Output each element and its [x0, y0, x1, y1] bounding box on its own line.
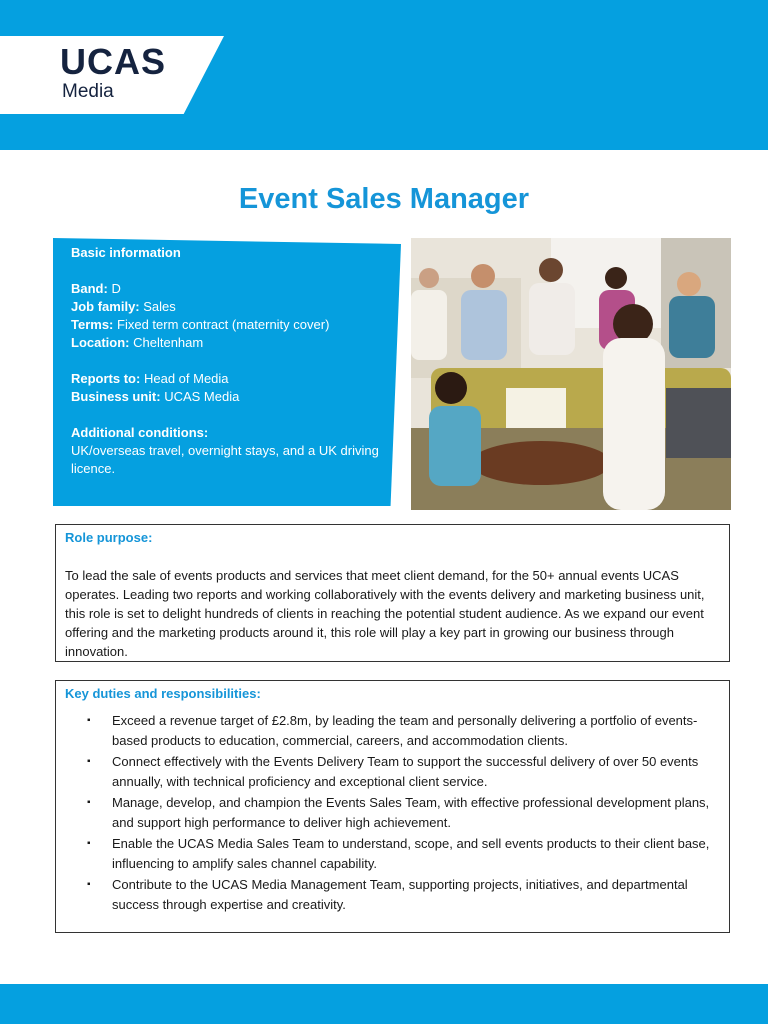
- location-label: Location:: [71, 335, 130, 350]
- list-item: [76, 875, 726, 915]
- business-unit-value: UCAS Media: [164, 389, 240, 404]
- role-purpose-text: To lead the sale of events products and services that meet client demand, for the 50+ annual events UCAS operates. Leading two reports and working collaboratively with the events delivery and marketing business unit, this role is set to delight hundreds of clients in reaching the potential student audience. As we expand our event offering and the marketing products around it, this role will play a key part in growing our business through innovation.: [65, 568, 705, 659]
- duty-text: Contribute to the UCAS Media Management Team, supporting projects, initiatives, and departmental success through expertise and creativity.: [112, 877, 688, 912]
- bullet-icon: ▪: [87, 756, 91, 767]
- duties-list: [76, 711, 726, 916]
- duty-text: Exceed a revenue target of £2.8m, by leading the team and personally delivering a portfolio of events-based products to education, commercial, careers, and accommodation clients.: [112, 713, 698, 748]
- location-row: [71, 334, 386, 352]
- list-item: [76, 793, 726, 833]
- basic-info-content: [71, 244, 386, 478]
- list-item: [76, 834, 726, 874]
- bullet-icon: ▪: [87, 715, 91, 726]
- job-family-label: Job family:: [71, 299, 140, 314]
- team-meeting-illustration: [411, 238, 731, 510]
- band-row: [71, 280, 386, 298]
- terms-value: Fixed term contract (maternity cover): [117, 317, 330, 332]
- additional-conditions-value: UK/overseas travel, overnight stays, and a UK driving licence.: [71, 443, 379, 476]
- duties-panel: [55, 680, 730, 933]
- job-family-value: Sales: [143, 299, 176, 314]
- duty-text: Enable the UCAS Media Sales Team to understand, scope, and sell events products to their client base, influencing to amplify sales channel capability.: [112, 836, 710, 871]
- bullet-icon: ▪: [87, 797, 91, 808]
- terms-label: Terms:: [71, 317, 114, 332]
- page-title: Event Sales Manager: [238, 183, 530, 215]
- location-value: Cheltenham: [133, 335, 204, 350]
- list-item: [76, 711, 726, 751]
- reports-to-row: [71, 370, 386, 388]
- terms-row: [71, 316, 386, 334]
- additional-conditions-label: Additional conditions:: [71, 425, 209, 440]
- band-value: D: [111, 281, 121, 296]
- business-unit-label: Business unit:: [71, 389, 161, 404]
- reports-to-label: Reports to:: [71, 371, 141, 386]
- list-item: [76, 752, 726, 792]
- additional-conditions-row: [71, 424, 386, 442]
- role-purpose-panel: [55, 524, 730, 662]
- ucas-logo: UCAS: [60, 41, 167, 82]
- band-label: Band:: [71, 281, 108, 296]
- role-purpose-heading: Role purpose:: [65, 530, 153, 545]
- ucas-logo-subtitle: Media: [62, 81, 114, 102]
- reports-to-value: Head of Media: [143, 371, 229, 386]
- basic-info-heading: Basic information: [71, 245, 181, 260]
- footer-band: [0, 984, 768, 1024]
- team-meeting-photo: [411, 238, 731, 510]
- duties-heading: Key duties and responsibilities:: [65, 686, 261, 701]
- business-unit-row: [71, 388, 386, 406]
- bullet-icon: ▪: [87, 879, 91, 890]
- duty-text: Manage, develop, and champion the Events Sales Team, with effective professional development plans, and support high performance to deliver high achievement.: [112, 795, 710, 830]
- bullet-icon: ▪: [87, 838, 91, 849]
- duty-text: Connect effectively with the Events Delivery Team to support the successful delivery of over 50 events annually, with technical proficiency and exceptional client service.: [112, 754, 699, 789]
- job-family-row: [71, 298, 386, 316]
